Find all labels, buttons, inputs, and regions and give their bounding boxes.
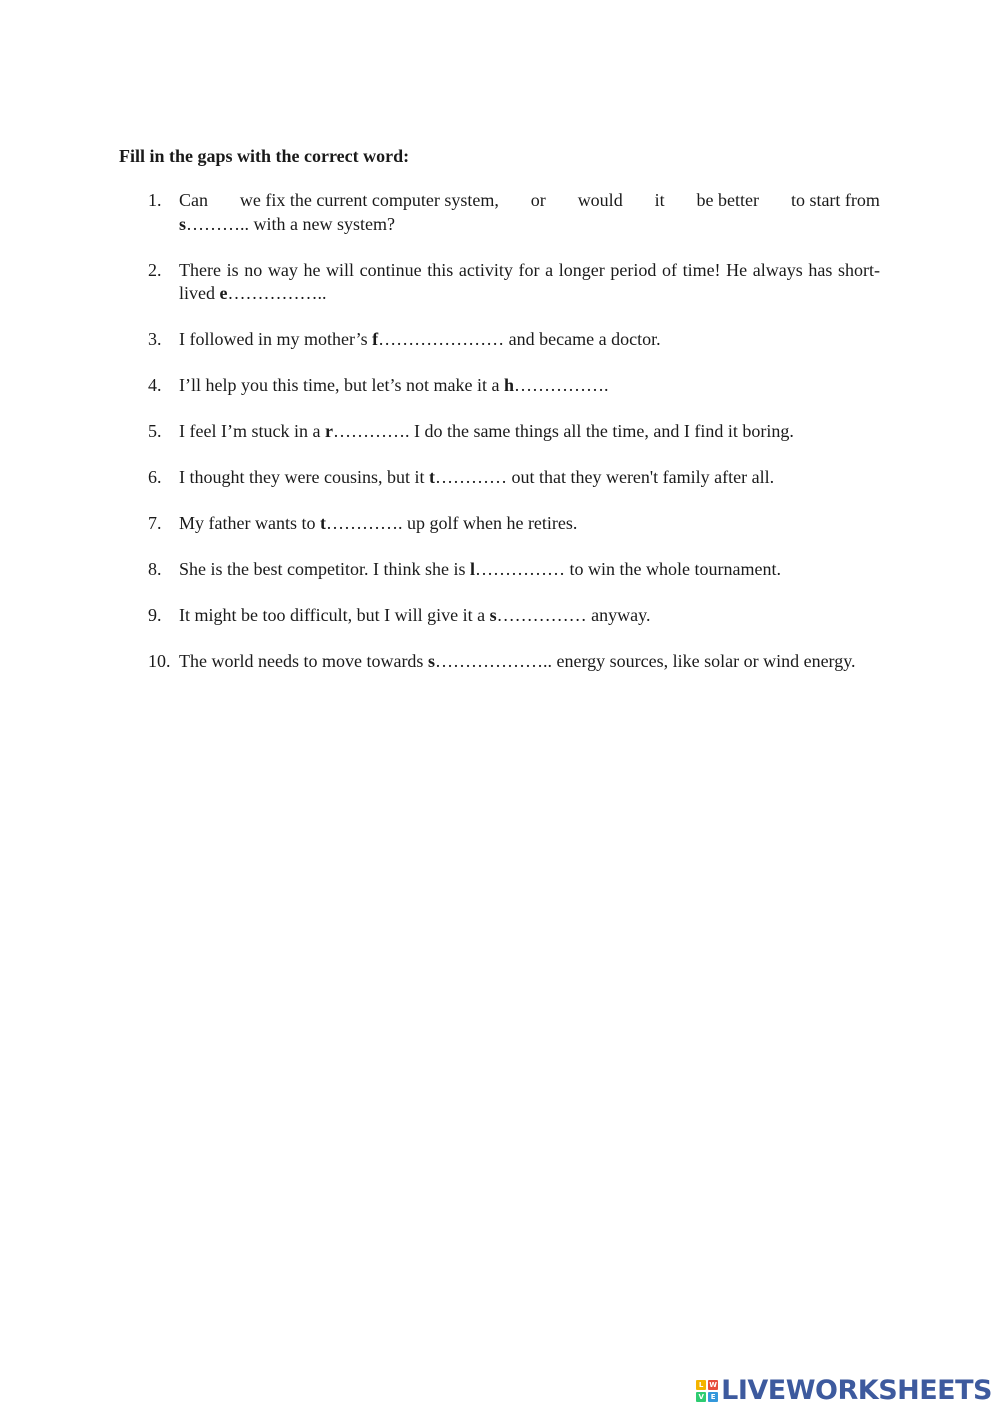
question-word: it — [654, 190, 665, 210]
question-number: 5. — [148, 421, 162, 441]
question-item — [119, 374, 880, 398]
answer-gap[interactable]: ………… out that they weren't family after all. — [434, 467, 775, 487]
answer-gap[interactable]: …………….. — [227, 283, 327, 303]
question-number: 6. — [148, 467, 162, 487]
question-item — [119, 650, 880, 674]
question-item — [119, 189, 880, 236]
question-number: 4. — [148, 375, 162, 395]
logo-mark-icon — [696, 1380, 718, 1402]
question-number: 3. — [148, 329, 162, 349]
gap-hint-letter: r — [324, 421, 333, 441]
answer-gap[interactable]: …………… to win the whole tournament. — [475, 559, 781, 579]
answer-gap[interactable]: …………… anyway. — [496, 605, 651, 625]
question-word: or — [530, 190, 546, 210]
question-number: 7. — [148, 513, 162, 533]
question-item — [119, 466, 880, 490]
gap-hint-letter: f — [372, 329, 379, 349]
logo-block: E — [708, 1392, 718, 1402]
question-item — [119, 512, 880, 536]
gap-hint-letter: l — [469, 559, 475, 579]
answer-gap[interactable]: ……………….. energy sources, like solar or wind energy. — [434, 651, 856, 671]
gap-hint-letter: e — [219, 283, 228, 303]
liveworksheets-logo[interactable] — [696, 1375, 992, 1407]
logo-block: W — [709, 1381, 718, 1389]
question-item — [119, 604, 880, 628]
instruction-heading: Fill in the gaps with the correct word: — [119, 146, 410, 166]
question-word: would — [577, 190, 623, 210]
question-list — [119, 189, 880, 696]
gap-hint-letter: t — [428, 467, 435, 487]
question-word: be better — [696, 190, 760, 210]
question-line — [179, 213, 880, 237]
question-word: we fix the current computer system, — [239, 190, 499, 210]
gap-hint-letter: t — [319, 513, 326, 533]
question-text: My father wants to — [179, 513, 320, 533]
answer-gap[interactable]: ………………… and became a doctor. — [378, 329, 661, 349]
question-item — [119, 420, 880, 444]
question-text: I followed in my mother’s — [179, 329, 373, 349]
question-word: Can — [179, 190, 208, 210]
question-text: She is the best competitor. I think she is — [179, 559, 470, 579]
question-text: It might be too difficult, but I will give it a — [179, 605, 490, 625]
question-word: to start from — [790, 190, 880, 210]
question-text: There is no way he will continue this activity for a longer period of time! He always has short-lived — [179, 259, 880, 303]
gap-hint-letter: s — [179, 213, 187, 234]
logo-wordmark: LIVEWORKSHEETS — [721, 1375, 992, 1406]
question-text: I feel I’m stuck in a — [179, 421, 325, 441]
question-line — [179, 189, 880, 213]
gap-hint-letter: s — [489, 605, 497, 625]
answer-gap[interactable]: ……….. with a new system? — [186, 213, 395, 234]
logo-block: V — [696, 1392, 706, 1402]
answer-gap[interactable]: ……………. — [513, 375, 609, 395]
question-text: The world needs to move towards — [179, 651, 428, 671]
logo-block: L — [696, 1380, 706, 1390]
gap-hint-letter: h — [503, 375, 514, 395]
question-number: 1. — [148, 190, 162, 210]
question-item — [119, 558, 880, 582]
gap-hint-letter: s — [427, 651, 435, 671]
question-text: I thought they were cousins, but it — [179, 467, 429, 487]
answer-gap[interactable]: …………. I do the same things all the time, and I find it boring. — [332, 421, 794, 441]
question-number: 10. — [148, 651, 171, 671]
question-item — [119, 328, 880, 352]
question-number: 9. — [148, 605, 162, 625]
question-number: 2. — [148, 259, 162, 280]
question-number: 8. — [148, 559, 162, 579]
question-text: I’ll help you this time, but let’s not make it a — [179, 375, 504, 395]
answer-gap[interactable]: …………. up golf when he retires. — [325, 513, 578, 533]
question-item — [119, 259, 880, 306]
